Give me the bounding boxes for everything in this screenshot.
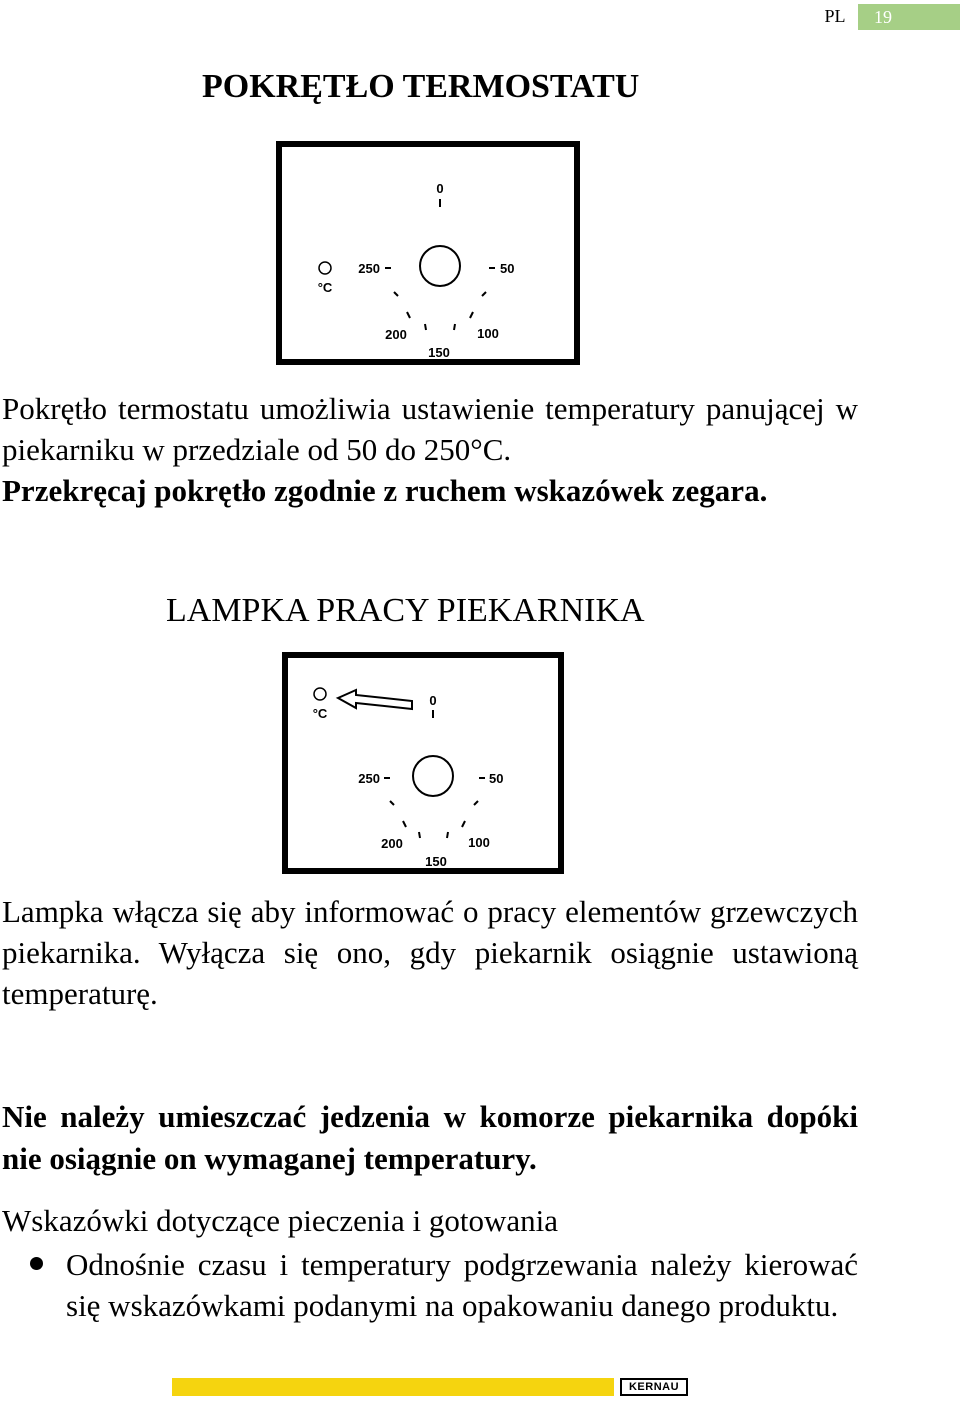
- tick-label-150: 150: [425, 854, 447, 868]
- section-title-thermostat: POKRĘTŁO TERMOSTATU: [202, 68, 640, 105]
- indicator-lamp-icon: [314, 688, 326, 700]
- footer-bar: [172, 1378, 614, 1396]
- thermostat-description: Pokrętło termostatu umożliwia ustawienie temperatury panującej w piekarniku w przedziale od 50 do 250°C.: [2, 391, 858, 467]
- bullet-icon: [30, 1257, 43, 1270]
- thermostat-instruction: Przekręcaj pokrętło zgodnie z ruchem wskazówek zegara.: [2, 473, 768, 508]
- tick-label-150: 150: [428, 345, 450, 359]
- celsius-label: °C: [317, 280, 333, 295]
- tips-heading: Wskazówki dotyczące pieczenia i gotowania: [2, 1203, 559, 1238]
- arrow-pointer-icon: [338, 690, 412, 709]
- thermostat-knob-diagram: [276, 141, 580, 365]
- list-item: Odnośnie czasu i temperatury podgrzewania należy kierować się wskazówkami podanymi na opakowaniu danego produktu.: [66, 1247, 858, 1323]
- tick-label-250: 250: [358, 771, 380, 786]
- tick-label-100: 100: [468, 835, 490, 850]
- page-number: 19: [858, 4, 960, 30]
- tick-label-0: 0: [436, 181, 444, 196]
- section-title-oven-lamp: LAMPKA PRACY PIEKARNIKA: [166, 592, 645, 629]
- oven-lamp-diagram: [282, 652, 564, 874]
- oven-lamp-description: Lampka włącza się aby informować o pracy elementów grzewczych piekarnika. Wyłącza się ono, gdy piekarnik osiągnie ustawioną temperaturę.: [2, 894, 858, 1011]
- warning-text: Nie należy umieszczać jedzenia w komorze piekarnika dopóki nie osiągnie on wymaganej temperatury.: [2, 1099, 858, 1176]
- tick-label-50: 50: [489, 771, 504, 786]
- tick-label-250: 250: [358, 261, 380, 276]
- tick-label-0: 0: [429, 693, 437, 708]
- tick-label-50: 50: [500, 261, 515, 276]
- celsius-label: °C: [312, 706, 328, 721]
- indicator-lamp-icon: [319, 262, 331, 274]
- brand-logo: KERNAU: [620, 1378, 688, 1396]
- tick-label-200: 200: [381, 836, 403, 851]
- tick-label-200: 200: [385, 327, 407, 342]
- language-label: PL: [824, 6, 846, 26]
- tick-label-100: 100: [477, 326, 499, 341]
